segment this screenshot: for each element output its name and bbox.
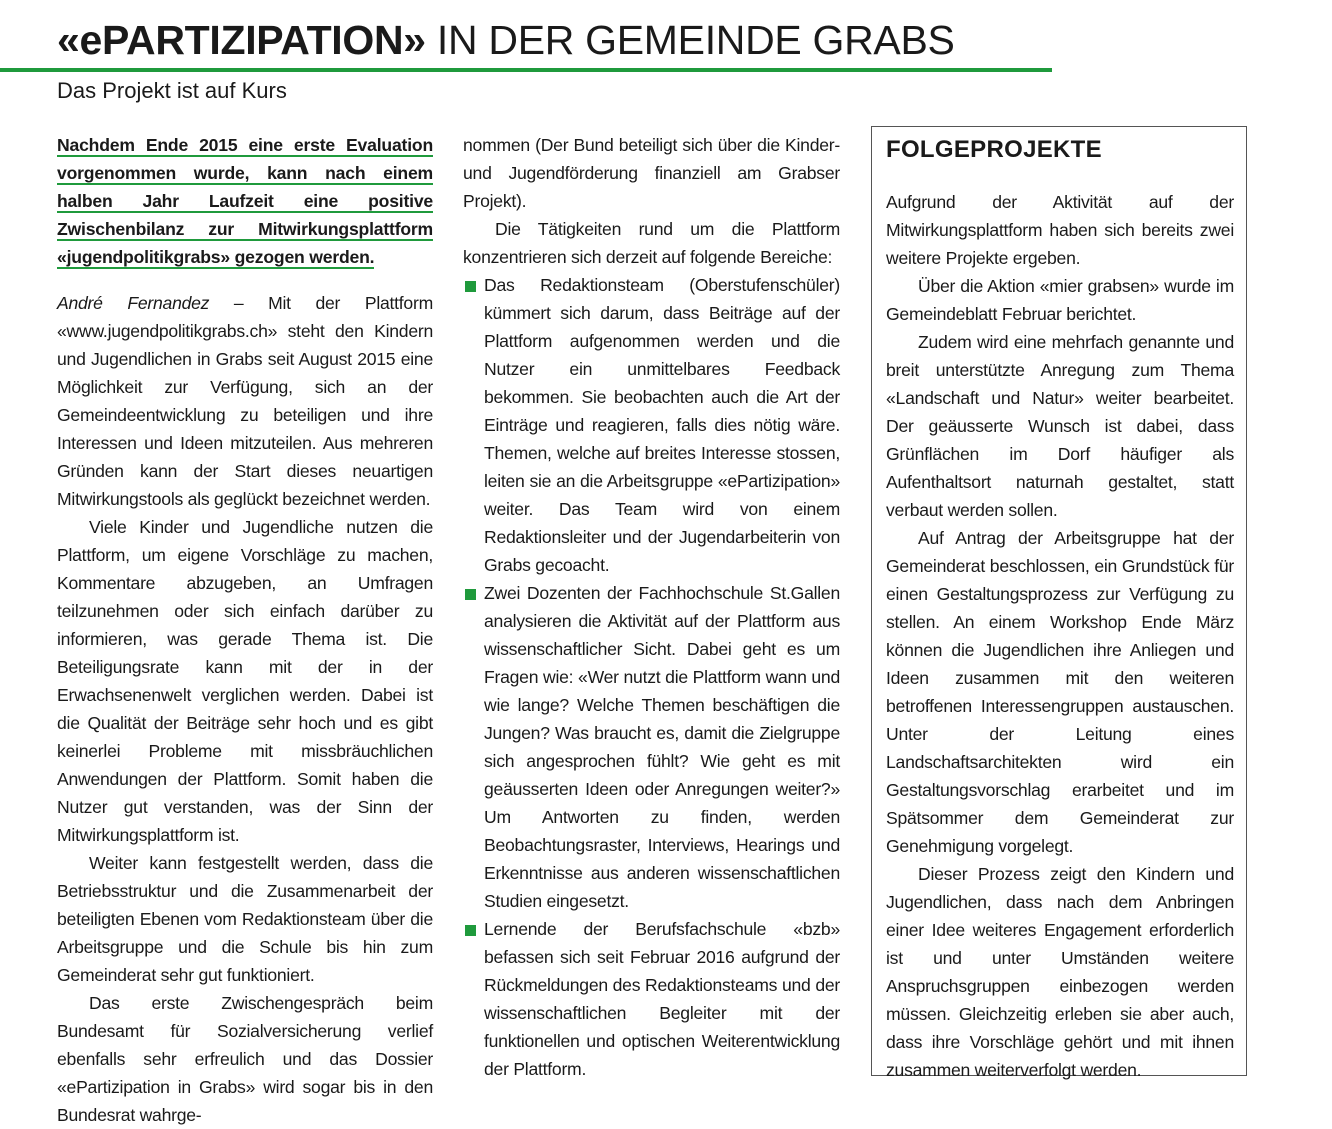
column-1	[57, 131, 433, 1129]
headline-bold: «ePARTIZIPATION»	[57, 17, 426, 63]
list-item-text: Zwei Dozenten der Fachhochschule St.Gallen analysieren die Aktivität auf der Plattform aus wissenschaftlicher Sicht. Dabei geht es um Fragen wie: «Wer nutzt die Plattform wann und wie lange? Welche Themen beschäftigen die Jungen? Was braucht es, damit die Zielgruppe sich angesprochen fühlt? Wie geht es mit geäusserten Ideen oder Anregungen weiter?» Um Antworten zu finden, werden Beobachtungsraster, Interviews, Hearings und Erkenntnisse aus anderen wissenschaftlichen Studien eingesetzt.	[484, 583, 840, 911]
body-paragraph-continued: nommen (Der Bund beteiligt sich über die Kinder- und Jugendförderung finanziell am Grabser Projekt).	[463, 135, 840, 211]
body-paragraph-2: Viele Kinder und Jugendliche nutzen die Plattform, um eigene Vorschläge zu machen, Kommentare abzugeben, an Umfragen teilzunehmen oder sich einfach darüber zu informieren, was gerade Thema ist. Die Beteiligungsrate kann mit der in der Erwachsenenwelt verglichen werden. Dabei ist die Qualität der Beiträge sehr hoch und es gibt keinerlei Probleme mit missbräuchlichen Anwendungen der Plattform. Somit haben die Nutzer gut verstanden, was der Sinn der Mitwirkungsplattform ist.	[57, 517, 433, 845]
body-paragraph-4: Das erste Zwischengespräch beim Bundesamt für Sozialversicherung verlief ebenfalls sehr erfreulich und das Dossier «ePartizipation in Grabs» wird sogar bis in den Bundesrat wahrge-	[57, 993, 433, 1125]
list-item	[463, 915, 840, 1083]
body-paragraph-1-text: – Mit der Plattform «www.jugendpolitikgrabs.ch» steht den Kindern und Jugendlichen in Grabs seit August 2015 eine Möglichkeit zur Verfügung, sich an der Gemeindeentwicklung zu beteiligen und ihre Interessen und Ideen mitzuteilen. Aus mehreren Gründen kann der Start dieses neuartigen Mitwirkungstools als geglückt bezeichnet werden.	[57, 293, 433, 509]
body-paragraph-1	[57, 289, 433, 513]
list-item	[463, 579, 840, 915]
sidebar-paragraph-2: Über die Aktion «mier grabsen» wurde im Gemeindeblatt Februar berichtet.	[886, 276, 1234, 324]
lead-text: Nachdem Ende 2015 eine erste Evaluation vorgenommen wurde, kann nach einem halben Jahr Laufzeit eine positive Zwischenbilanz zur Mitwirkungsplattform «jugendpolitikgrabs» gezogen werden.	[57, 135, 433, 267]
list-item-text: Das Redaktionsteam (Oberstufenschüler) kümmert sich darum, dass Beiträge auf der Plattform aufgenommen werden und die Nutzer ein unmittelbares Feedback bekommen. Sie beobachten auch die Art der Einträge und reagieren, falls dies nötig wäre. Themen, welche auf breites Interesse stossen, leiten sie an die Arbeitsgruppe «ePartizipation» weiter. Das Team wird von einem Redaktionsleiter und der Jugendarbeiterin von Grabs gecoacht.	[484, 275, 840, 575]
square-bullet-icon	[465, 281, 476, 292]
sidebar-body	[886, 188, 1234, 1084]
activity-list	[463, 271, 840, 1083]
list-item	[463, 271, 840, 579]
sidebar-title: FOLGEPROJEKTE	[886, 136, 1102, 163]
sidebar-box	[871, 126, 1247, 1080]
headline-rest: IN DER GEMEINDE GRABS	[425, 17, 955, 63]
headline-rule	[0, 68, 1052, 72]
body-paragraph-3: Weiter kann festgestellt werden, dass die Betriebsstruktur und die Zusammenarbeit der beteiligten Ebenen vom Redaktionsteam über die Arbeitsgruppe und die Schule bis hin zum Gemeinderat sehr gut funktioniert.	[57, 853, 433, 985]
body-paragraph-intro: Die Tätigkeiten rund um die Plattform konzentrieren sich derzeit auf folgende Bereiche:	[463, 219, 840, 267]
author-name: André Fernandez	[57, 293, 210, 313]
list-item-text: Lernende der Berufsfachschule «bzb» befassen sich seit Februar 2016 aufgrund der Rückmeldungen des Redaktionsteams und der wissenschaftlichen Begleiter mit der funktionellen und optischen Weiterentwicklung der Plattform.	[484, 919, 840, 1079]
lead-paragraph	[57, 131, 433, 271]
sidebar-paragraph-4: Auf Antrag der Arbeitsgruppe hat der Gemeinderat beschlossen, ein Grundstück für einen Gestaltungsprozess zur Verfügung zu stellen. An einem Workshop Ende März können die Jugendlichen ihre Anliegen und Ideen zusammen mit den weiteren betroffenen Interessengruppen austauschen. Unter der Leitung eines Landschaftsarchitekten wird ein Gestaltungsvorschlag erarbeitet und im Spätsommer dem Gemeinderat zur Genehmigung vorgelegt.	[886, 528, 1234, 856]
subtitle: Das Projekt ist auf Kurs	[57, 78, 287, 103]
square-bullet-icon	[465, 589, 476, 600]
headline	[57, 14, 955, 66]
sidebar-paragraph-3: Zudem wird eine mehrfach genannte und breit unterstützte Anregung zum Thema «Landschaft und Natur» weiter bearbeitet. Der geäusserte Wunsch ist dabei, dass Grünflächen im Dorf häufiger als Aufenthaltsort naturnah gestaltet, statt verbaut werden sollen.	[886, 332, 1234, 520]
sidebar-paragraph-5: Dieser Prozess zeigt den Kindern und Jugendlichen, dass nach dem Anbringen einer Idee weiteres Engagement erforderlich ist und unter Umständen weitere Anspruchsgruppen einbezogen werden müssen. Gleichzeitig erleben sie aber auch, dass ihre Vorschläge gehört und mit ihnen zusammen weiterverfolgt werden.	[886, 864, 1234, 1080]
square-bullet-icon	[465, 925, 476, 936]
column-2	[463, 131, 840, 1083]
sidebar-paragraph-1: Aufgrund der Aktivität auf der Mitwirkungsplattform haben sich bereits zwei weitere Projekte ergeben.	[886, 192, 1234, 268]
